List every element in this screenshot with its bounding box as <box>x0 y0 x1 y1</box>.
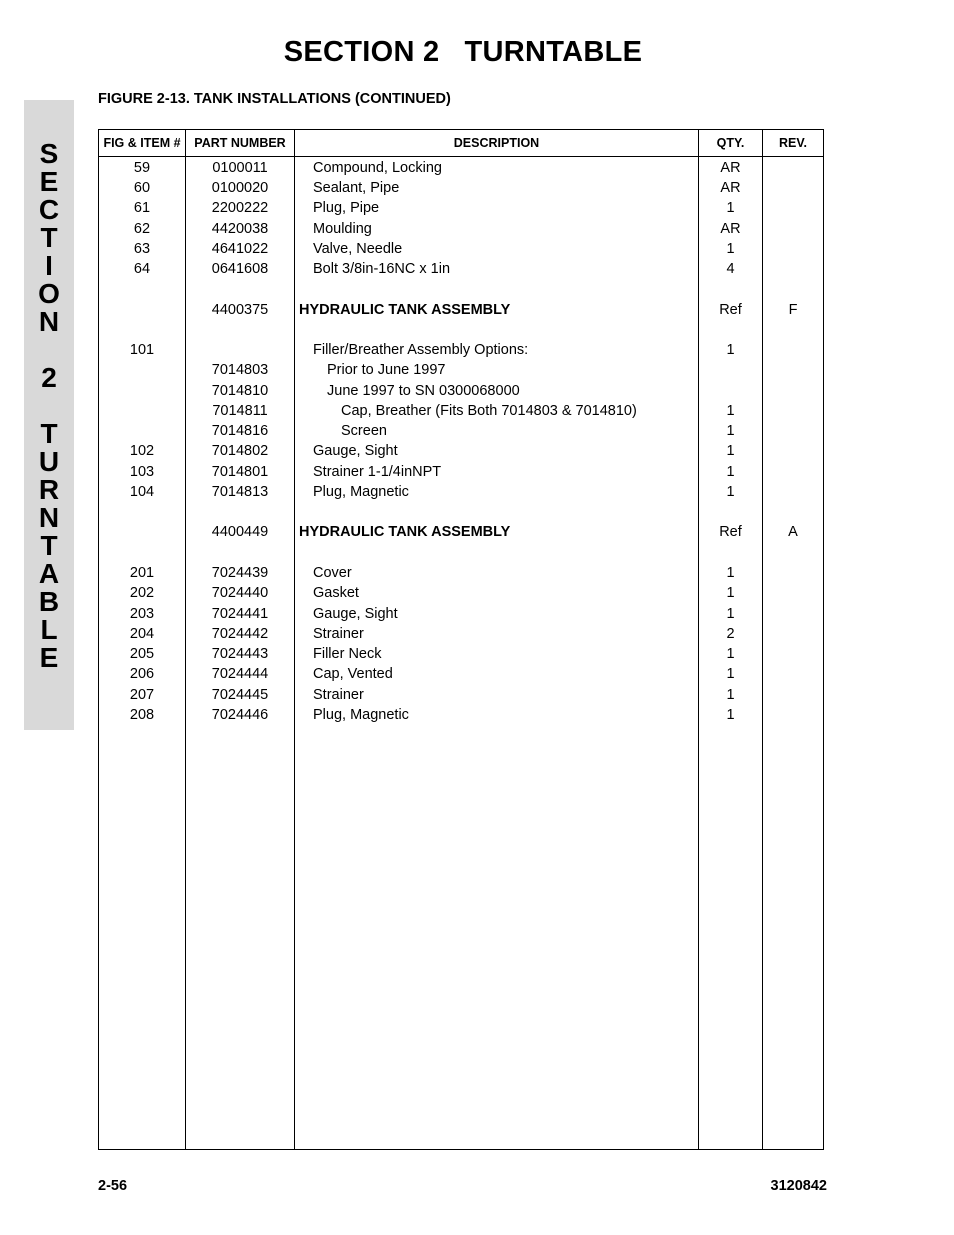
description-cell: Strainer <box>313 626 364 642</box>
quantity-cell: 1 <box>726 443 735 459</box>
header-rev: REV. <box>778 136 808 150</box>
table-row <box>99 583 823 603</box>
item-number-cell: 208 <box>129 707 155 723</box>
part-number-cell: 4641022 <box>211 241 269 257</box>
side-tab-letter: B <box>38 586 60 617</box>
header-divider <box>99 156 823 157</box>
item-number-cell: 59 <box>133 160 151 176</box>
part-number-cell: 7024440 <box>211 585 269 601</box>
item-number-cell: 62 <box>133 221 151 237</box>
section-side-tab <box>24 100 74 730</box>
table-row <box>99 239 823 259</box>
quantity-cell: 1 <box>726 565 735 581</box>
description-cell: Filler/Breather Assembly Options: <box>313 342 529 358</box>
part-number-cell: 7024442 <box>211 626 269 642</box>
item-number-cell: 203 <box>129 606 155 622</box>
description-cell: Cap, Breather (Fits Both 7014803 & 7014810) <box>341 403 637 419</box>
table-row <box>99 685 823 705</box>
quantity-cell: Ref <box>719 524 742 540</box>
description-cell: June 1997 to SN 0300068000 <box>327 383 520 399</box>
quantity-cell: 1 <box>726 707 735 723</box>
description-cell: Filler Neck <box>313 646 382 662</box>
description-cell: Bolt 3/8in-16NC x 1in <box>313 261 451 277</box>
description-cell: HYDRAULIC TANK ASSEMBLY <box>299 524 511 540</box>
side-tab-letter: 2 <box>41 362 57 393</box>
item-number-cell: 64 <box>133 261 151 277</box>
description-cell: Cap, Vented <box>313 666 393 682</box>
description-cell: Gauge, Sight <box>313 443 398 459</box>
side-tab-letter: T <box>40 418 58 449</box>
side-tab-letter: O <box>38 278 60 309</box>
description-cell: Strainer 1-1/4inNPT <box>313 464 442 480</box>
item-number-cell: 201 <box>129 565 155 581</box>
quantity-cell: 1 <box>726 666 735 682</box>
table-row <box>99 421 823 441</box>
quantity-cell: 2 <box>726 626 735 642</box>
header-description: DESCRIPTION <box>453 136 540 150</box>
item-number-cell: 103 <box>129 464 155 480</box>
part-number-cell: 0100020 <box>211 180 269 196</box>
part-number-cell: 7014810 <box>211 383 269 399</box>
part-number-cell: 7014801 <box>211 464 269 480</box>
quantity-cell: AR <box>720 160 741 176</box>
parts-table <box>98 129 824 1150</box>
quantity-cell: 1 <box>726 403 735 419</box>
side-tab-letter: T <box>40 530 58 561</box>
table-row <box>99 158 823 178</box>
item-number-cell: 205 <box>129 646 155 662</box>
side-tab-letter: I <box>45 250 53 281</box>
part-number-cell: 0641608 <box>211 261 269 277</box>
side-tab-letter: N <box>38 502 60 533</box>
item-number-cell: 206 <box>129 666 155 682</box>
side-tab-letter: N <box>38 306 60 337</box>
table-row <box>99 664 823 684</box>
table-row <box>99 401 823 421</box>
table-row <box>99 644 823 664</box>
quantity-cell: 1 <box>726 423 735 439</box>
part-number-cell: 7024446 <box>211 707 269 723</box>
side-tab-letter: E <box>39 166 59 197</box>
description-cell: HYDRAULIC TANK ASSEMBLY <box>299 302 511 318</box>
part-number-cell: 4400375 <box>211 302 269 318</box>
table-row <box>99 604 823 624</box>
document-number: 3120842 <box>770 1178 827 1194</box>
part-number-cell: 7014802 <box>211 443 269 459</box>
quantity-cell: 1 <box>726 687 735 703</box>
quantity-cell: AR <box>720 180 741 196</box>
item-number-cell: 60 <box>133 180 151 196</box>
description-cell: Sealant, Pipe <box>313 180 400 196</box>
part-number-cell: 7024439 <box>211 565 269 581</box>
table-row <box>99 300 823 320</box>
revision-cell: F <box>788 302 798 318</box>
side-tab-letter: L <box>40 614 58 645</box>
quantity-cell: 4 <box>726 261 735 277</box>
part-number-cell: 7014816 <box>211 423 269 439</box>
description-cell: Screen <box>341 423 387 439</box>
part-number-cell: 7014803 <box>211 362 269 378</box>
side-tab-letter: U <box>38 446 60 477</box>
figure-title: FIGURE 2-13. TANK INSTALLATIONS (CONTINUED) <box>98 91 451 107</box>
table-row <box>99 563 823 583</box>
table-row <box>99 522 823 542</box>
side-tab-letter: S <box>39 138 59 169</box>
page-number: 2-56 <box>98 1178 128 1194</box>
table-row <box>99 219 823 239</box>
item-number-cell: 63 <box>133 241 151 257</box>
side-tab-letter: R <box>38 474 60 505</box>
item-number-cell: 102 <box>129 443 155 459</box>
description-cell: Strainer <box>313 687 364 703</box>
quantity-cell: 1 <box>726 200 735 216</box>
part-number-cell: 7024444 <box>211 666 269 682</box>
quantity-cell: 1 <box>726 484 735 500</box>
quantity-cell: 1 <box>726 241 735 257</box>
quantity-cell: 1 <box>726 342 735 358</box>
description-cell: Gasket <box>313 585 359 601</box>
part-number-cell: 2200222 <box>211 200 269 216</box>
table-row <box>99 259 823 279</box>
table-row <box>99 178 823 198</box>
description-cell: Plug, Pipe <box>313 200 380 216</box>
description-cell: Valve, Needle <box>313 241 403 257</box>
quantity-cell: 1 <box>726 464 735 480</box>
description-cell: Gauge, Sight <box>313 606 398 622</box>
table-row <box>99 462 823 482</box>
description-cell: Compound, Locking <box>313 160 442 176</box>
table-row <box>99 624 823 644</box>
quantity-cell: 1 <box>726 585 735 601</box>
page-title: SECTION 2 TURNTABLE <box>283 36 643 68</box>
part-number-cell: 7024445 <box>211 687 269 703</box>
description-cell: Cover <box>313 565 352 581</box>
quantity-cell: 1 <box>726 606 735 622</box>
side-tab-letter: A <box>38 558 60 589</box>
table-row <box>99 381 823 401</box>
table-row <box>99 441 823 461</box>
description-cell: Plug, Magnetic <box>313 707 409 723</box>
part-number-cell: 0100011 <box>212 160 268 176</box>
quantity-cell: AR <box>720 221 741 237</box>
part-number-cell: 7024441 <box>211 606 269 622</box>
side-tab-letter: E <box>39 642 59 673</box>
table-row <box>99 482 823 502</box>
table-row <box>99 705 823 725</box>
description-cell: Plug, Magnetic <box>313 484 409 500</box>
description-cell: Prior to June 1997 <box>327 362 446 378</box>
quantity-cell: Ref <box>719 302 742 318</box>
header-part-number: PART NUMBER <box>194 136 286 150</box>
header-qty: QTY. <box>716 136 745 150</box>
part-number-cell: 4400449 <box>211 524 269 540</box>
revision-cell: A <box>788 524 798 540</box>
part-number-cell: 7014813 <box>211 484 269 500</box>
description-cell: Moulding <box>313 221 372 237</box>
item-number-cell: 61 <box>133 200 151 216</box>
header-item: FIG & ITEM # <box>103 136 181 150</box>
table-row <box>99 360 823 380</box>
table-row <box>99 198 823 218</box>
item-number-cell: 207 <box>129 687 155 703</box>
part-number-cell: 7024443 <box>211 646 269 662</box>
quantity-cell: 1 <box>726 646 735 662</box>
part-number-cell: 4420038 <box>211 221 269 237</box>
part-number-cell: 7014811 <box>212 403 268 419</box>
side-tab-letter: T <box>40 222 58 253</box>
item-number-cell: 202 <box>129 585 155 601</box>
item-number-cell: 204 <box>129 626 155 642</box>
item-number-cell: 104 <box>129 484 155 500</box>
table-row <box>99 340 823 360</box>
side-tab-letter: C <box>38 194 60 225</box>
item-number-cell: 101 <box>129 342 155 358</box>
